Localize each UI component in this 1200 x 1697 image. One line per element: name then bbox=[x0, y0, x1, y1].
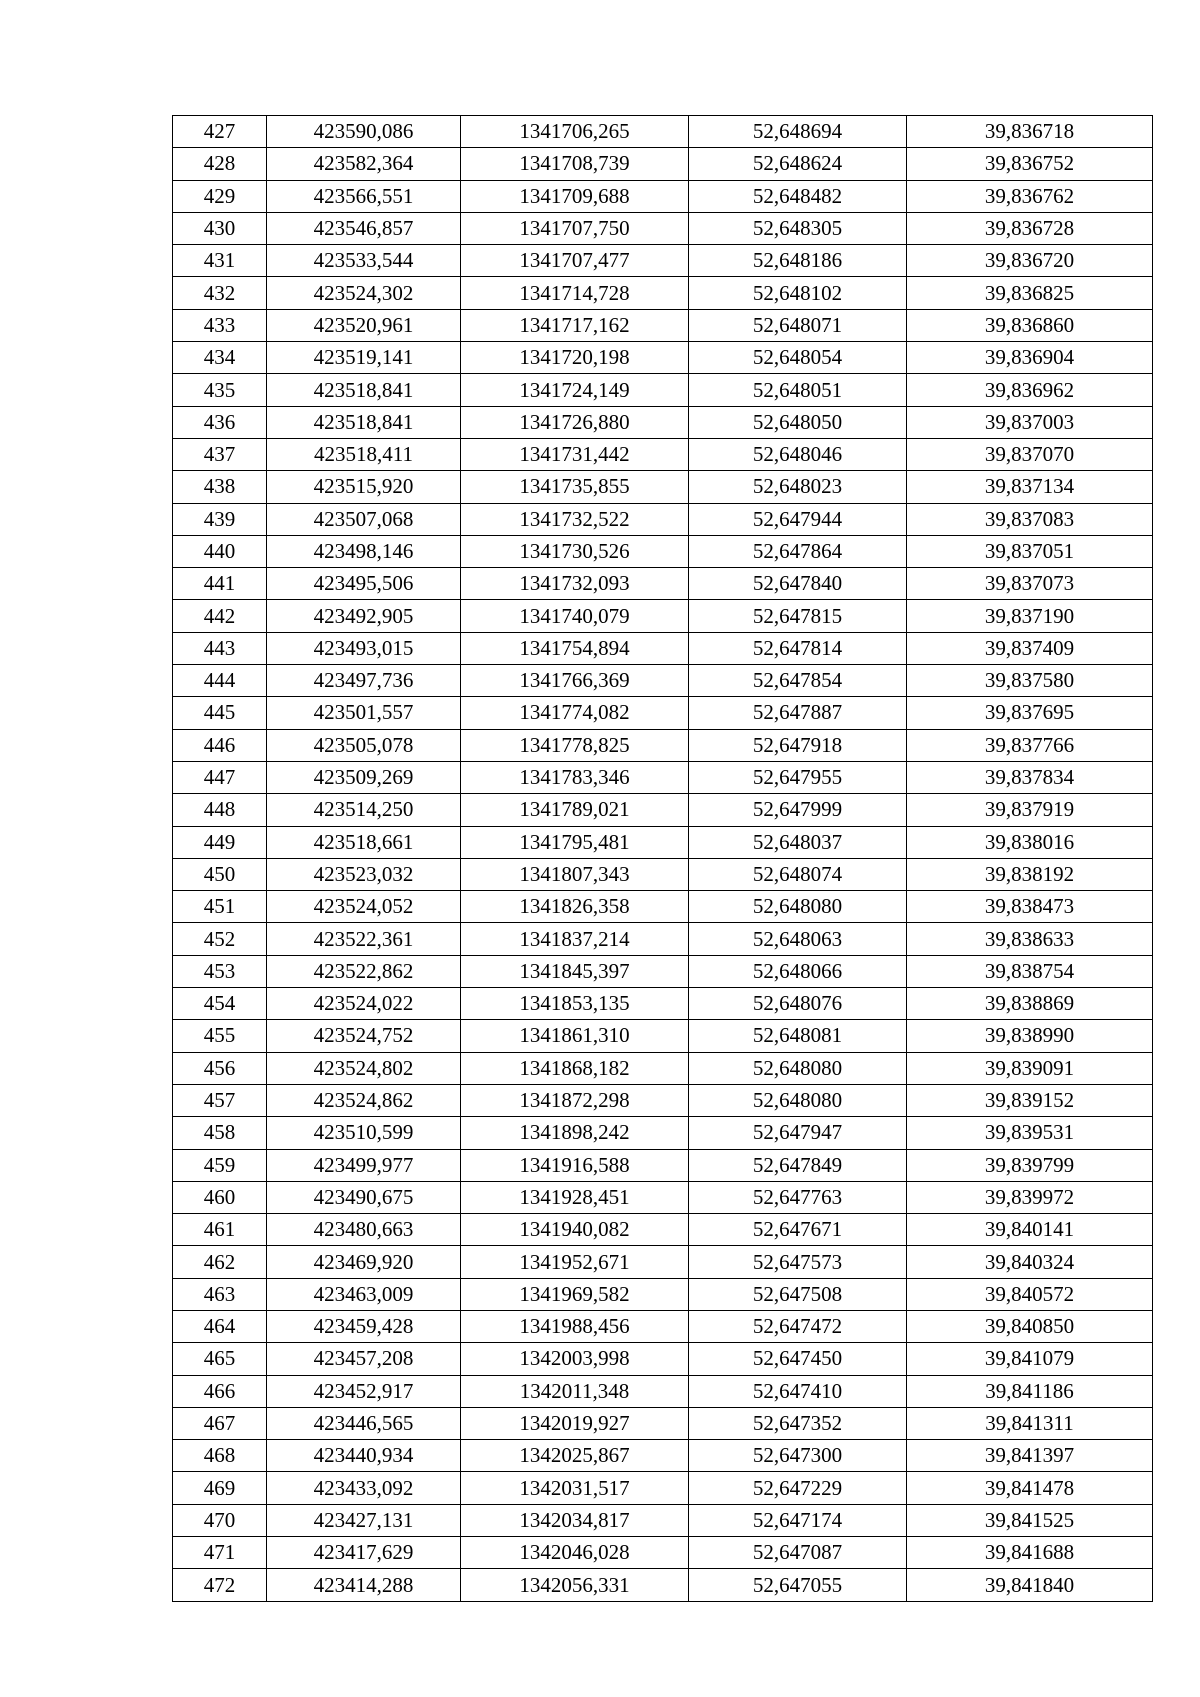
table-row bbox=[173, 1472, 1153, 1504]
latitude-cell: 52,647508 bbox=[689, 1278, 907, 1310]
point-number-cell: 434 bbox=[173, 342, 267, 374]
y-coordinate-cell: 1341732,093 bbox=[461, 568, 689, 600]
coordinates-table-body bbox=[173, 116, 1153, 1602]
x-coordinate-cell: 423497,736 bbox=[267, 665, 461, 697]
y-coordinate-cell: 1342025,867 bbox=[461, 1440, 689, 1472]
point-number-cell: 428 bbox=[173, 148, 267, 180]
point-number-cell: 443 bbox=[173, 632, 267, 664]
x-coordinate-cell: 423440,934 bbox=[267, 1440, 461, 1472]
longitude-cell: 39,837919 bbox=[907, 794, 1153, 826]
latitude-cell: 52,647229 bbox=[689, 1472, 907, 1504]
latitude-cell: 52,648305 bbox=[689, 212, 907, 244]
point-number-cell: 439 bbox=[173, 503, 267, 535]
y-coordinate-cell: 1341988,456 bbox=[461, 1310, 689, 1342]
longitude-cell: 39,836904 bbox=[907, 342, 1153, 374]
latitude-cell: 52,647174 bbox=[689, 1504, 907, 1536]
y-coordinate-cell: 1341928,451 bbox=[461, 1181, 689, 1213]
point-number-cell: 437 bbox=[173, 438, 267, 470]
latitude-cell: 52,647055 bbox=[689, 1569, 907, 1601]
table-row bbox=[173, 438, 1153, 470]
point-number-cell: 472 bbox=[173, 1569, 267, 1601]
y-coordinate-cell: 1341872,298 bbox=[461, 1084, 689, 1116]
x-coordinate-cell: 423566,551 bbox=[267, 180, 461, 212]
point-number-cell: 451 bbox=[173, 891, 267, 923]
longitude-cell: 39,839972 bbox=[907, 1181, 1153, 1213]
x-coordinate-cell: 423522,862 bbox=[267, 955, 461, 987]
longitude-cell: 39,838016 bbox=[907, 826, 1153, 858]
table-row bbox=[173, 600, 1153, 632]
point-number-cell: 445 bbox=[173, 697, 267, 729]
y-coordinate-cell: 1341898,242 bbox=[461, 1117, 689, 1149]
x-coordinate-cell: 423505,078 bbox=[267, 729, 461, 761]
latitude-cell: 52,648080 bbox=[689, 1084, 907, 1116]
y-coordinate-cell: 1341735,855 bbox=[461, 471, 689, 503]
point-number-cell: 467 bbox=[173, 1407, 267, 1439]
table-row bbox=[173, 923, 1153, 955]
longitude-cell: 39,838990 bbox=[907, 1020, 1153, 1052]
x-coordinate-cell: 423590,086 bbox=[267, 116, 461, 148]
point-number-cell: 455 bbox=[173, 1020, 267, 1052]
table-row bbox=[173, 309, 1153, 341]
x-coordinate-cell: 423524,052 bbox=[267, 891, 461, 923]
x-coordinate-cell: 423582,364 bbox=[267, 148, 461, 180]
y-coordinate-cell: 1341789,021 bbox=[461, 794, 689, 826]
longitude-cell: 39,837051 bbox=[907, 535, 1153, 567]
table-row bbox=[173, 1084, 1153, 1116]
longitude-cell: 39,838754 bbox=[907, 955, 1153, 987]
latitude-cell: 52,648482 bbox=[689, 180, 907, 212]
latitude-cell: 52,647410 bbox=[689, 1375, 907, 1407]
table-row bbox=[173, 1117, 1153, 1149]
y-coordinate-cell: 1341717,162 bbox=[461, 309, 689, 341]
x-coordinate-cell: 423518,661 bbox=[267, 826, 461, 858]
longitude-cell: 39,837083 bbox=[907, 503, 1153, 535]
latitude-cell: 52,647849 bbox=[689, 1149, 907, 1181]
x-coordinate-cell: 423433,092 bbox=[267, 1472, 461, 1504]
longitude-cell: 39,836825 bbox=[907, 277, 1153, 309]
point-number-cell: 433 bbox=[173, 309, 267, 341]
table-row bbox=[173, 1181, 1153, 1213]
longitude-cell: 39,836962 bbox=[907, 374, 1153, 406]
latitude-cell: 52,647887 bbox=[689, 697, 907, 729]
table-row bbox=[173, 1375, 1153, 1407]
table-row bbox=[173, 406, 1153, 438]
longitude-cell: 39,837190 bbox=[907, 600, 1153, 632]
point-number-cell: 435 bbox=[173, 374, 267, 406]
latitude-cell: 52,648080 bbox=[689, 1052, 907, 1084]
x-coordinate-cell: 423514,250 bbox=[267, 794, 461, 826]
latitude-cell: 52,648186 bbox=[689, 245, 907, 277]
latitude-cell: 52,647840 bbox=[689, 568, 907, 600]
table-row bbox=[173, 858, 1153, 890]
latitude-cell: 52,648066 bbox=[689, 955, 907, 987]
table-row bbox=[173, 535, 1153, 567]
latitude-cell: 52,648076 bbox=[689, 988, 907, 1020]
x-coordinate-cell: 423446,565 bbox=[267, 1407, 461, 1439]
x-coordinate-cell: 423499,977 bbox=[267, 1149, 461, 1181]
latitude-cell: 52,648071 bbox=[689, 309, 907, 341]
table-row bbox=[173, 374, 1153, 406]
table-row bbox=[173, 665, 1153, 697]
table-row bbox=[173, 697, 1153, 729]
longitude-cell: 39,841525 bbox=[907, 1504, 1153, 1536]
point-number-cell: 441 bbox=[173, 568, 267, 600]
point-number-cell: 438 bbox=[173, 471, 267, 503]
latitude-cell: 52,648023 bbox=[689, 471, 907, 503]
x-coordinate-cell: 423509,269 bbox=[267, 761, 461, 793]
longitude-cell: 39,841840 bbox=[907, 1569, 1153, 1601]
latitude-cell: 52,647352 bbox=[689, 1407, 907, 1439]
table-row bbox=[173, 1310, 1153, 1342]
table-row bbox=[173, 1052, 1153, 1084]
y-coordinate-cell: 1341916,588 bbox=[461, 1149, 689, 1181]
table-row bbox=[173, 632, 1153, 664]
point-number-cell: 465 bbox=[173, 1343, 267, 1375]
longitude-cell: 39,838192 bbox=[907, 858, 1153, 890]
point-number-cell: 461 bbox=[173, 1214, 267, 1246]
latitude-cell: 52,647918 bbox=[689, 729, 907, 761]
y-coordinate-cell: 1342031,517 bbox=[461, 1472, 689, 1504]
x-coordinate-cell: 423515,920 bbox=[267, 471, 461, 503]
table-row bbox=[173, 826, 1153, 858]
latitude-cell: 52,647947 bbox=[689, 1117, 907, 1149]
longitude-cell: 39,841311 bbox=[907, 1407, 1153, 1439]
longitude-cell: 39,839152 bbox=[907, 1084, 1153, 1116]
x-coordinate-cell: 423523,032 bbox=[267, 858, 461, 890]
latitude-cell: 52,648080 bbox=[689, 891, 907, 923]
point-number-cell: 447 bbox=[173, 761, 267, 793]
latitude-cell: 52,647815 bbox=[689, 600, 907, 632]
x-coordinate-cell: 423522,361 bbox=[267, 923, 461, 955]
y-coordinate-cell: 1341774,082 bbox=[461, 697, 689, 729]
x-coordinate-cell: 423490,675 bbox=[267, 1181, 461, 1213]
longitude-cell: 39,841688 bbox=[907, 1537, 1153, 1569]
table-row bbox=[173, 1569, 1153, 1601]
y-coordinate-cell: 1341845,397 bbox=[461, 955, 689, 987]
y-coordinate-cell: 1342019,927 bbox=[461, 1407, 689, 1439]
table-row bbox=[173, 471, 1153, 503]
x-coordinate-cell: 423469,920 bbox=[267, 1246, 461, 1278]
y-coordinate-cell: 1341732,522 bbox=[461, 503, 689, 535]
x-coordinate-cell: 423417,629 bbox=[267, 1537, 461, 1569]
x-coordinate-cell: 423524,862 bbox=[267, 1084, 461, 1116]
point-number-cell: 450 bbox=[173, 858, 267, 890]
table-row bbox=[173, 1149, 1153, 1181]
longitude-cell: 39,836752 bbox=[907, 148, 1153, 180]
table-row bbox=[173, 1343, 1153, 1375]
x-coordinate-cell: 423519,141 bbox=[267, 342, 461, 374]
y-coordinate-cell: 1341731,442 bbox=[461, 438, 689, 470]
longitude-cell: 39,838633 bbox=[907, 923, 1153, 955]
longitude-cell: 39,840141 bbox=[907, 1214, 1153, 1246]
point-number-cell: 444 bbox=[173, 665, 267, 697]
y-coordinate-cell: 1341714,728 bbox=[461, 277, 689, 309]
x-coordinate-cell: 423493,015 bbox=[267, 632, 461, 664]
x-coordinate-cell: 423524,752 bbox=[267, 1020, 461, 1052]
longitude-cell: 39,837134 bbox=[907, 471, 1153, 503]
x-coordinate-cell: 423507,068 bbox=[267, 503, 461, 535]
latitude-cell: 52,648074 bbox=[689, 858, 907, 890]
y-coordinate-cell: 1341730,526 bbox=[461, 535, 689, 567]
point-number-cell: 457 bbox=[173, 1084, 267, 1116]
latitude-cell: 52,647450 bbox=[689, 1343, 907, 1375]
coordinates-table bbox=[172, 115, 1153, 1602]
longitude-cell: 39,839531 bbox=[907, 1117, 1153, 1149]
y-coordinate-cell: 1341724,149 bbox=[461, 374, 689, 406]
point-number-cell: 452 bbox=[173, 923, 267, 955]
y-coordinate-cell: 1341766,369 bbox=[461, 665, 689, 697]
x-coordinate-cell: 423452,917 bbox=[267, 1375, 461, 1407]
table-row bbox=[173, 729, 1153, 761]
point-number-cell: 464 bbox=[173, 1310, 267, 1342]
x-coordinate-cell: 423414,288 bbox=[267, 1569, 461, 1601]
y-coordinate-cell: 1341709,688 bbox=[461, 180, 689, 212]
y-coordinate-cell: 1341861,310 bbox=[461, 1020, 689, 1052]
point-number-cell: 446 bbox=[173, 729, 267, 761]
point-number-cell: 466 bbox=[173, 1375, 267, 1407]
x-coordinate-cell: 423457,208 bbox=[267, 1343, 461, 1375]
table-row bbox=[173, 568, 1153, 600]
latitude-cell: 52,648624 bbox=[689, 148, 907, 180]
point-number-cell: 427 bbox=[173, 116, 267, 148]
y-coordinate-cell: 1342046,028 bbox=[461, 1537, 689, 1569]
longitude-cell: 39,836762 bbox=[907, 180, 1153, 212]
y-coordinate-cell: 1341783,346 bbox=[461, 761, 689, 793]
latitude-cell: 52,647955 bbox=[689, 761, 907, 793]
x-coordinate-cell: 423524,022 bbox=[267, 988, 461, 1020]
table-row bbox=[173, 277, 1153, 309]
longitude-cell: 39,836728 bbox=[907, 212, 1153, 244]
latitude-cell: 52,647814 bbox=[689, 632, 907, 664]
longitude-cell: 39,841186 bbox=[907, 1375, 1153, 1407]
table-row bbox=[173, 1440, 1153, 1472]
x-coordinate-cell: 423518,411 bbox=[267, 438, 461, 470]
x-coordinate-cell: 423495,506 bbox=[267, 568, 461, 600]
longitude-cell: 39,837409 bbox=[907, 632, 1153, 664]
y-coordinate-cell: 1341707,477 bbox=[461, 245, 689, 277]
y-coordinate-cell: 1342011,348 bbox=[461, 1375, 689, 1407]
y-coordinate-cell: 1341969,582 bbox=[461, 1278, 689, 1310]
table-row bbox=[173, 1278, 1153, 1310]
point-number-cell: 463 bbox=[173, 1278, 267, 1310]
x-coordinate-cell: 423518,841 bbox=[267, 406, 461, 438]
point-number-cell: 431 bbox=[173, 245, 267, 277]
table-row bbox=[173, 988, 1153, 1020]
point-number-cell: 440 bbox=[173, 535, 267, 567]
latitude-cell: 52,648694 bbox=[689, 116, 907, 148]
y-coordinate-cell: 1341868,182 bbox=[461, 1052, 689, 1084]
point-number-cell: 453 bbox=[173, 955, 267, 987]
table-row bbox=[173, 1504, 1153, 1536]
y-coordinate-cell: 1341707,750 bbox=[461, 212, 689, 244]
table-row bbox=[173, 761, 1153, 793]
point-number-cell: 454 bbox=[173, 988, 267, 1020]
table-row bbox=[173, 342, 1153, 374]
y-coordinate-cell: 1341726,880 bbox=[461, 406, 689, 438]
y-coordinate-cell: 1341720,198 bbox=[461, 342, 689, 374]
x-coordinate-cell: 423480,663 bbox=[267, 1214, 461, 1246]
point-number-cell: 458 bbox=[173, 1117, 267, 1149]
longitude-cell: 39,838869 bbox=[907, 988, 1153, 1020]
latitude-cell: 52,647573 bbox=[689, 1246, 907, 1278]
y-coordinate-cell: 1341826,358 bbox=[461, 891, 689, 923]
latitude-cell: 52,648037 bbox=[689, 826, 907, 858]
longitude-cell: 39,837834 bbox=[907, 761, 1153, 793]
latitude-cell: 52,648063 bbox=[689, 923, 907, 955]
y-coordinate-cell: 1341708,739 bbox=[461, 148, 689, 180]
y-coordinate-cell: 1342056,331 bbox=[461, 1569, 689, 1601]
point-number-cell: 468 bbox=[173, 1440, 267, 1472]
longitude-cell: 39,836718 bbox=[907, 116, 1153, 148]
longitude-cell: 39,837073 bbox=[907, 568, 1153, 600]
point-number-cell: 459 bbox=[173, 1149, 267, 1181]
y-coordinate-cell: 1341807,343 bbox=[461, 858, 689, 890]
longitude-cell: 39,837070 bbox=[907, 438, 1153, 470]
table-row bbox=[173, 245, 1153, 277]
x-coordinate-cell: 423463,009 bbox=[267, 1278, 461, 1310]
x-coordinate-cell: 423518,841 bbox=[267, 374, 461, 406]
longitude-cell: 39,839091 bbox=[907, 1052, 1153, 1084]
table-row bbox=[173, 1407, 1153, 1439]
y-coordinate-cell: 1341837,214 bbox=[461, 923, 689, 955]
point-number-cell: 456 bbox=[173, 1052, 267, 1084]
longitude-cell: 39,841478 bbox=[907, 1472, 1153, 1504]
x-coordinate-cell: 423427,131 bbox=[267, 1504, 461, 1536]
table-row bbox=[173, 503, 1153, 535]
latitude-cell: 52,647087 bbox=[689, 1537, 907, 1569]
point-number-cell: 469 bbox=[173, 1472, 267, 1504]
point-number-cell: 432 bbox=[173, 277, 267, 309]
table-row bbox=[173, 180, 1153, 212]
longitude-cell: 39,837580 bbox=[907, 665, 1153, 697]
latitude-cell: 52,647671 bbox=[689, 1214, 907, 1246]
x-coordinate-cell: 423524,802 bbox=[267, 1052, 461, 1084]
table-row bbox=[173, 955, 1153, 987]
longitude-cell: 39,838473 bbox=[907, 891, 1153, 923]
latitude-cell: 52,648051 bbox=[689, 374, 907, 406]
longitude-cell: 39,836860 bbox=[907, 309, 1153, 341]
longitude-cell: 39,837766 bbox=[907, 729, 1153, 761]
latitude-cell: 52,647854 bbox=[689, 665, 907, 697]
x-coordinate-cell: 423459,428 bbox=[267, 1310, 461, 1342]
point-number-cell: 449 bbox=[173, 826, 267, 858]
point-number-cell: 460 bbox=[173, 1181, 267, 1213]
point-number-cell: 462 bbox=[173, 1246, 267, 1278]
longitude-cell: 39,840572 bbox=[907, 1278, 1153, 1310]
point-number-cell: 430 bbox=[173, 212, 267, 244]
latitude-cell: 52,647944 bbox=[689, 503, 907, 535]
table-row bbox=[173, 116, 1153, 148]
y-coordinate-cell: 1341853,135 bbox=[461, 988, 689, 1020]
latitude-cell: 52,647763 bbox=[689, 1181, 907, 1213]
longitude-cell: 39,836720 bbox=[907, 245, 1153, 277]
latitude-cell: 52,648050 bbox=[689, 406, 907, 438]
table-row bbox=[173, 1214, 1153, 1246]
latitude-cell: 52,648081 bbox=[689, 1020, 907, 1052]
longitude-cell: 39,840850 bbox=[907, 1310, 1153, 1342]
x-coordinate-cell: 423510,599 bbox=[267, 1117, 461, 1149]
y-coordinate-cell: 1341952,671 bbox=[461, 1246, 689, 1278]
longitude-cell: 39,837003 bbox=[907, 406, 1153, 438]
y-coordinate-cell: 1342003,998 bbox=[461, 1343, 689, 1375]
x-coordinate-cell: 423498,146 bbox=[267, 535, 461, 567]
point-number-cell: 470 bbox=[173, 1504, 267, 1536]
y-coordinate-cell: 1341706,265 bbox=[461, 116, 689, 148]
table-row bbox=[173, 148, 1153, 180]
longitude-cell: 39,837695 bbox=[907, 697, 1153, 729]
point-number-cell: 448 bbox=[173, 794, 267, 826]
longitude-cell: 39,839799 bbox=[907, 1149, 1153, 1181]
y-coordinate-cell: 1341754,894 bbox=[461, 632, 689, 664]
latitude-cell: 52,647472 bbox=[689, 1310, 907, 1342]
x-coordinate-cell: 423520,961 bbox=[267, 309, 461, 341]
table-row bbox=[173, 891, 1153, 923]
point-number-cell: 471 bbox=[173, 1537, 267, 1569]
x-coordinate-cell: 423501,557 bbox=[267, 697, 461, 729]
point-number-cell: 436 bbox=[173, 406, 267, 438]
latitude-cell: 52,648046 bbox=[689, 438, 907, 470]
longitude-cell: 39,841079 bbox=[907, 1343, 1153, 1375]
table-row bbox=[173, 1537, 1153, 1569]
latitude-cell: 52,648102 bbox=[689, 277, 907, 309]
x-coordinate-cell: 423533,544 bbox=[267, 245, 461, 277]
y-coordinate-cell: 1342034,817 bbox=[461, 1504, 689, 1536]
table-row bbox=[173, 1246, 1153, 1278]
y-coordinate-cell: 1341940,082 bbox=[461, 1214, 689, 1246]
table-row bbox=[173, 1020, 1153, 1052]
y-coordinate-cell: 1341740,079 bbox=[461, 600, 689, 632]
x-coordinate-cell: 423492,905 bbox=[267, 600, 461, 632]
latitude-cell: 52,647999 bbox=[689, 794, 907, 826]
y-coordinate-cell: 1341795,481 bbox=[461, 826, 689, 858]
table-row bbox=[173, 212, 1153, 244]
longitude-cell: 39,840324 bbox=[907, 1246, 1153, 1278]
latitude-cell: 52,647300 bbox=[689, 1440, 907, 1472]
point-number-cell: 429 bbox=[173, 180, 267, 212]
x-coordinate-cell: 423546,857 bbox=[267, 212, 461, 244]
longitude-cell: 39,841397 bbox=[907, 1440, 1153, 1472]
y-coordinate-cell: 1341778,825 bbox=[461, 729, 689, 761]
latitude-cell: 52,648054 bbox=[689, 342, 907, 374]
table-row bbox=[173, 794, 1153, 826]
latitude-cell: 52,647864 bbox=[689, 535, 907, 567]
x-coordinate-cell: 423524,302 bbox=[267, 277, 461, 309]
point-number-cell: 442 bbox=[173, 600, 267, 632]
